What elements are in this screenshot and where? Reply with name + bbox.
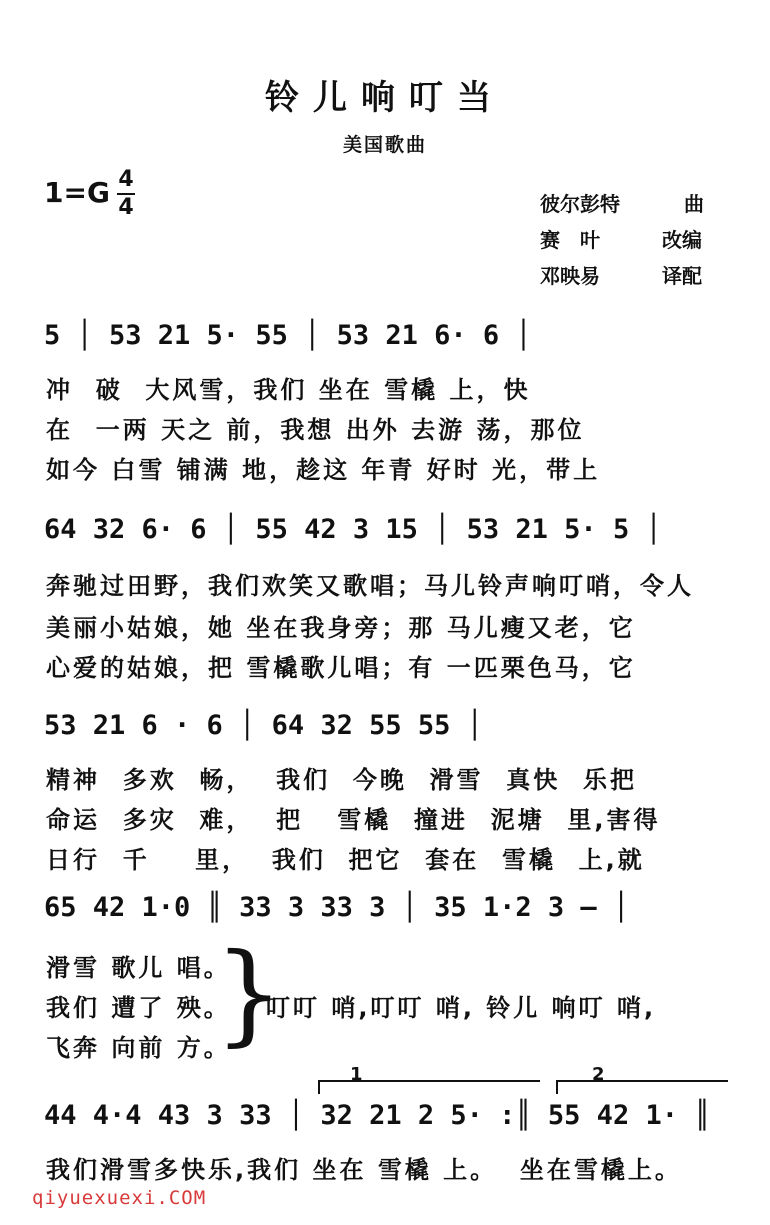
lyric-line-3-verse-1: 精神 多欢 畅， 我们 今晚 滑雪 真快 乐把 (46, 766, 637, 794)
verse-brace: } (214, 929, 284, 1057)
notation-line: 44 4·4 43 3 33 │ 32 21 2 5· :║ 55 42 1· ║ (44, 1100, 711, 1131)
notation-row-3 (0, 708, 770, 752)
credit-composer-role: 曲 (684, 192, 704, 216)
chorus-lyric: 叮叮 哨,叮叮 哨, 铃儿 响叮 哨, (266, 994, 657, 1022)
lyric-line-4-verse-3: 飞奔 向前 方。 (46, 1034, 231, 1062)
time-signature (115, 168, 137, 220)
credit-arranger-role: 改编 (662, 228, 702, 252)
credit-composer-name: 彼尔彭特 (540, 192, 620, 216)
lyric-line-1-verse-1: 冲 破 大风雪，我们 坐在 雪橇 上，快 (46, 376, 531, 404)
lyric-line-3-verse-3: 日行 千 里， 我们 把它 套在 雪橇 上,就 (46, 846, 645, 874)
volta-number-1: 1 (350, 1064, 363, 1085)
notation-row-5 (0, 1098, 770, 1142)
song-title: 铃儿响叮当 (265, 78, 505, 118)
notation-row-2 (0, 512, 770, 556)
lyric-line-1-verse-3: 如今 白雪 铺满 地，趁这 年青 好时 光，带上 (46, 456, 601, 484)
key-signature: 1=G (44, 176, 110, 209)
volta-number-2: 2 (592, 1064, 605, 1085)
lyric-line-4-verse-2: 我们 遭了 殃。 (46, 994, 231, 1022)
meter-top: 4 (118, 167, 134, 192)
notation-line: 5 │ 53 21 5· 55 │ 53 21 6· 6 │ (44, 320, 532, 351)
credit-translator-role: 译配 (662, 264, 702, 288)
meter-bottom: 4 (118, 195, 134, 220)
lyric-line-5: 我们滑雪多快乐,我们 坐在 雪橇 上。 坐在雪橇上。 (46, 1156, 682, 1184)
lyric-line-2-verse-3: 心爱的姑娘，把 雪橇歌儿唱；有 一匹栗色马，它 (46, 654, 636, 682)
notation-line: 64 32 6· 6 │ 55 42 3 15 │ 53 21 5· 5 │ (44, 514, 662, 545)
notation-row-1 (0, 318, 770, 362)
notation-line: 53 21 6 · 6 │ 64 32 55 55 │ (44, 710, 483, 741)
lyric-line-3-verse-2: 命运 多灾 难， 把 雪橇 撞进 泥塘 里,害得 (46, 806, 661, 834)
lyric-line-2-verse-1: 奔驰过田野，我们欢笑又歌唱；马儿铃声响叮哨，令人 (46, 572, 694, 600)
watermark: qiyuexuexi.COM (32, 1187, 207, 1209)
notation-line: 65 42 1·0 ║ 33 3 33 3 │ 35 1·2 3 — │ (44, 892, 630, 923)
credit-arranger-name: 赛 叶 (540, 228, 600, 252)
credit-translator-name: 邓映易 (540, 264, 600, 288)
lyric-line-4-verse-1: 滑雪 歌儿 唱。 (46, 954, 231, 982)
lyric-line-2-verse-2: 美丽小姑娘，她 坐在我身旁；那 马儿瘦又老，它 (46, 614, 636, 642)
notation-row-4 (0, 890, 770, 934)
song-subtitle: 美国歌曲 (342, 134, 427, 156)
lyric-line-1-verse-2: 在 一两 天之 前，我想 出外 去游 荡，那位 (46, 416, 585, 444)
volta-bracket-2 (556, 1080, 728, 1094)
